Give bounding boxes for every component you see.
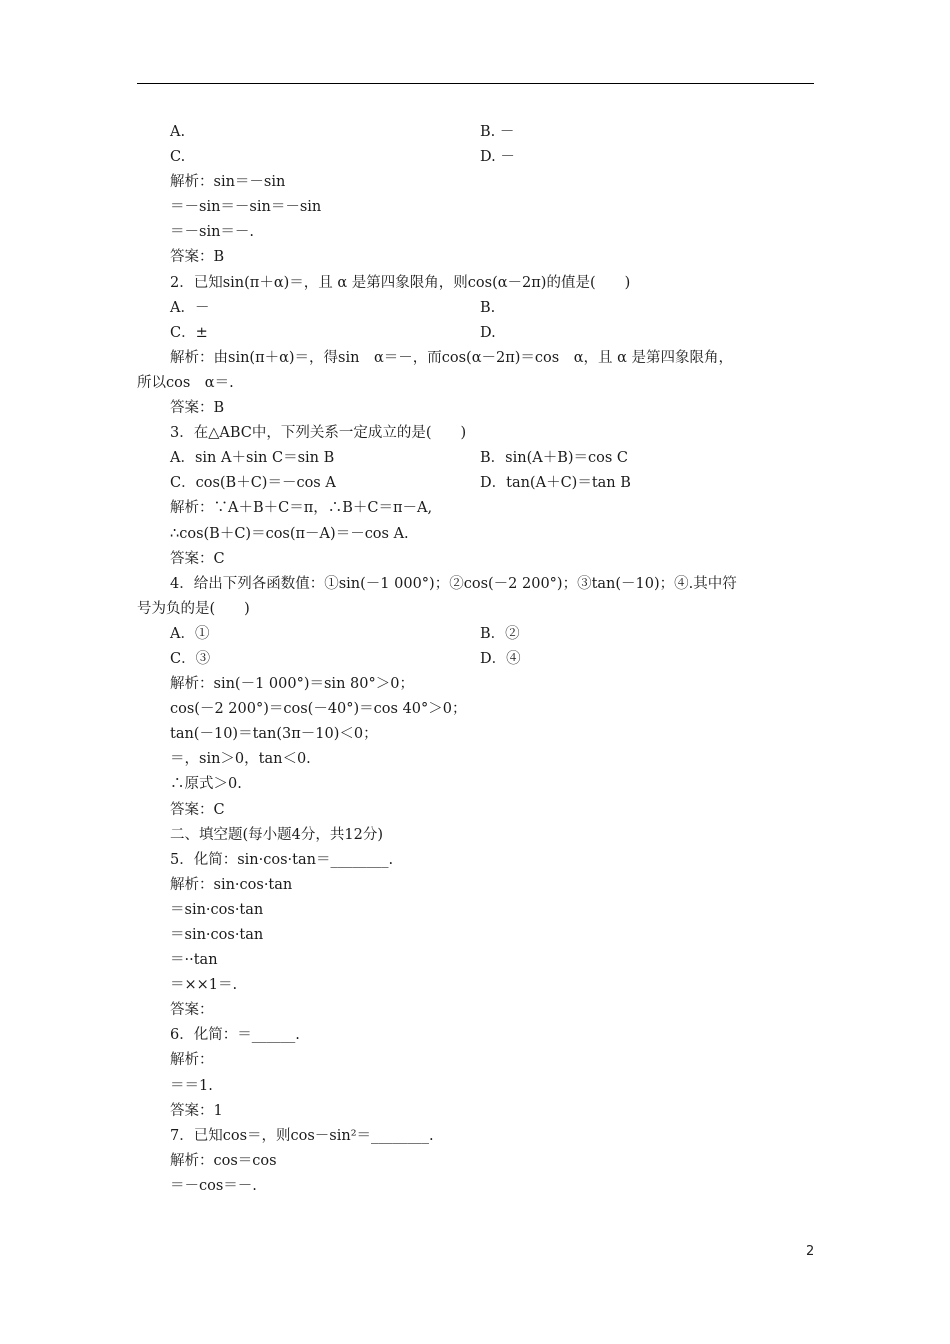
paragraph [137,572,817,622]
option-left: A．－ [170,299,210,316]
text-line: 答案：1 [170,1102,223,1119]
paragraph-line: 4．给出下列各函数值：①sin(－1 000°)；②cos(－2 200°)；③tan(－10)；④.其中符 [170,575,737,592]
text-line: ＝－sin＝－sin＝－sin [170,199,322,216]
paragraph-line: 解析：由sin(π＋α)＝，得sin α＝－，而cos(α－2π)＝cos α，且 α 是第四象限角， [170,349,734,366]
text-line: 解析：sin(－1 000°)＝sin 80°＞0； [170,676,414,693]
text-line: ∴原式＞0. [170,776,242,793]
header-rule [137,83,814,84]
text-line: 3．在△ABC中，下列关系一定成立的是( ) [170,425,467,442]
text-line: 答案：C [170,801,225,818]
option-row [137,622,817,647]
option-left: C．± [170,324,208,341]
option-right: B. [480,299,496,316]
text-line: ＝sin·cos·tan [170,927,264,943]
option-right: D．④ [480,650,521,667]
text-line: ＝＝1. [170,1077,213,1094]
option-left: C. [170,149,186,166]
text-line: 解析：cos＝cos [170,1152,277,1169]
text-line: ＝··tan [170,952,218,969]
option-left: A．① [170,625,210,642]
paragraph [137,346,817,396]
text-line: ∴cos(B＋C)＝cos(π－A)＝－cos A. [170,525,409,542]
text-line: tan(－10)＝tan(3π－10)＜0； [170,726,378,743]
text-line: ＝，sin＞0，tan＜0. [170,751,311,768]
text-line: 答案：C [170,550,225,567]
paragraph-line: 号为负的是( ) [137,600,250,617]
option-row [137,321,817,346]
option-left: C．③ [170,650,211,667]
text-line: 2．已知sin(π＋α)＝，且 α 是第四象限角，则cos(α－2π)的值是( ) [170,274,631,291]
option-right: D．tan(A＋C)＝tan B [480,475,631,492]
text-line: 5．化简：sin·cos·tan＝________. [170,851,394,868]
text-line: 解析：∵A＋B＋C＝π，∴B＋C＝π－A, [170,500,433,517]
page-number: 2 [806,1244,815,1259]
text-line: 解析：sin＝－sin [170,174,286,191]
option-left: A．sin A＋sin C＝sin B [170,450,335,467]
text-line: 答案：B [170,400,225,417]
text-line: ＝－sin＝－. [170,224,255,241]
text-line: 解析：sin·cos·tan [170,876,293,893]
text-line: 7．已知cos＝，则cos－sin²＝________. [170,1127,434,1144]
text-line: ＝sin·cos·tan [170,901,264,918]
text-line: 二、填空题(每小题4分，共12分) [170,826,383,843]
option-left: C．cos(B＋C)＝－cos A [170,475,336,492]
option-right: B．sin(A＋B)＝cos C [480,450,629,467]
text-line: ＝××1＝. [170,977,238,994]
option-right: D. － [480,149,515,166]
option-row [137,647,817,672]
text-line: ＝－cos＝－. [170,1177,257,1194]
text-line: 答案： [170,1002,214,1019]
text-line: cos(－2 200°)＝cos(－40°)＝cos 40°＞0； [170,701,467,718]
option-row [137,471,817,496]
option-right: B. － [480,124,515,140]
option-row [137,446,817,471]
document-body [137,120,817,1199]
option-right: B．② [480,625,520,642]
option-right: D. [480,324,496,341]
option-left: A. [170,124,186,140]
text-line: 解析： [170,1052,214,1069]
option-row [137,145,817,170]
option-row [137,296,817,321]
text-line: 答案：B [170,249,225,266]
text-line: 6．化简：＝______. [170,1027,300,1044]
paragraph-line: 所以cos α＝. [137,374,234,391]
option-row [137,120,817,145]
